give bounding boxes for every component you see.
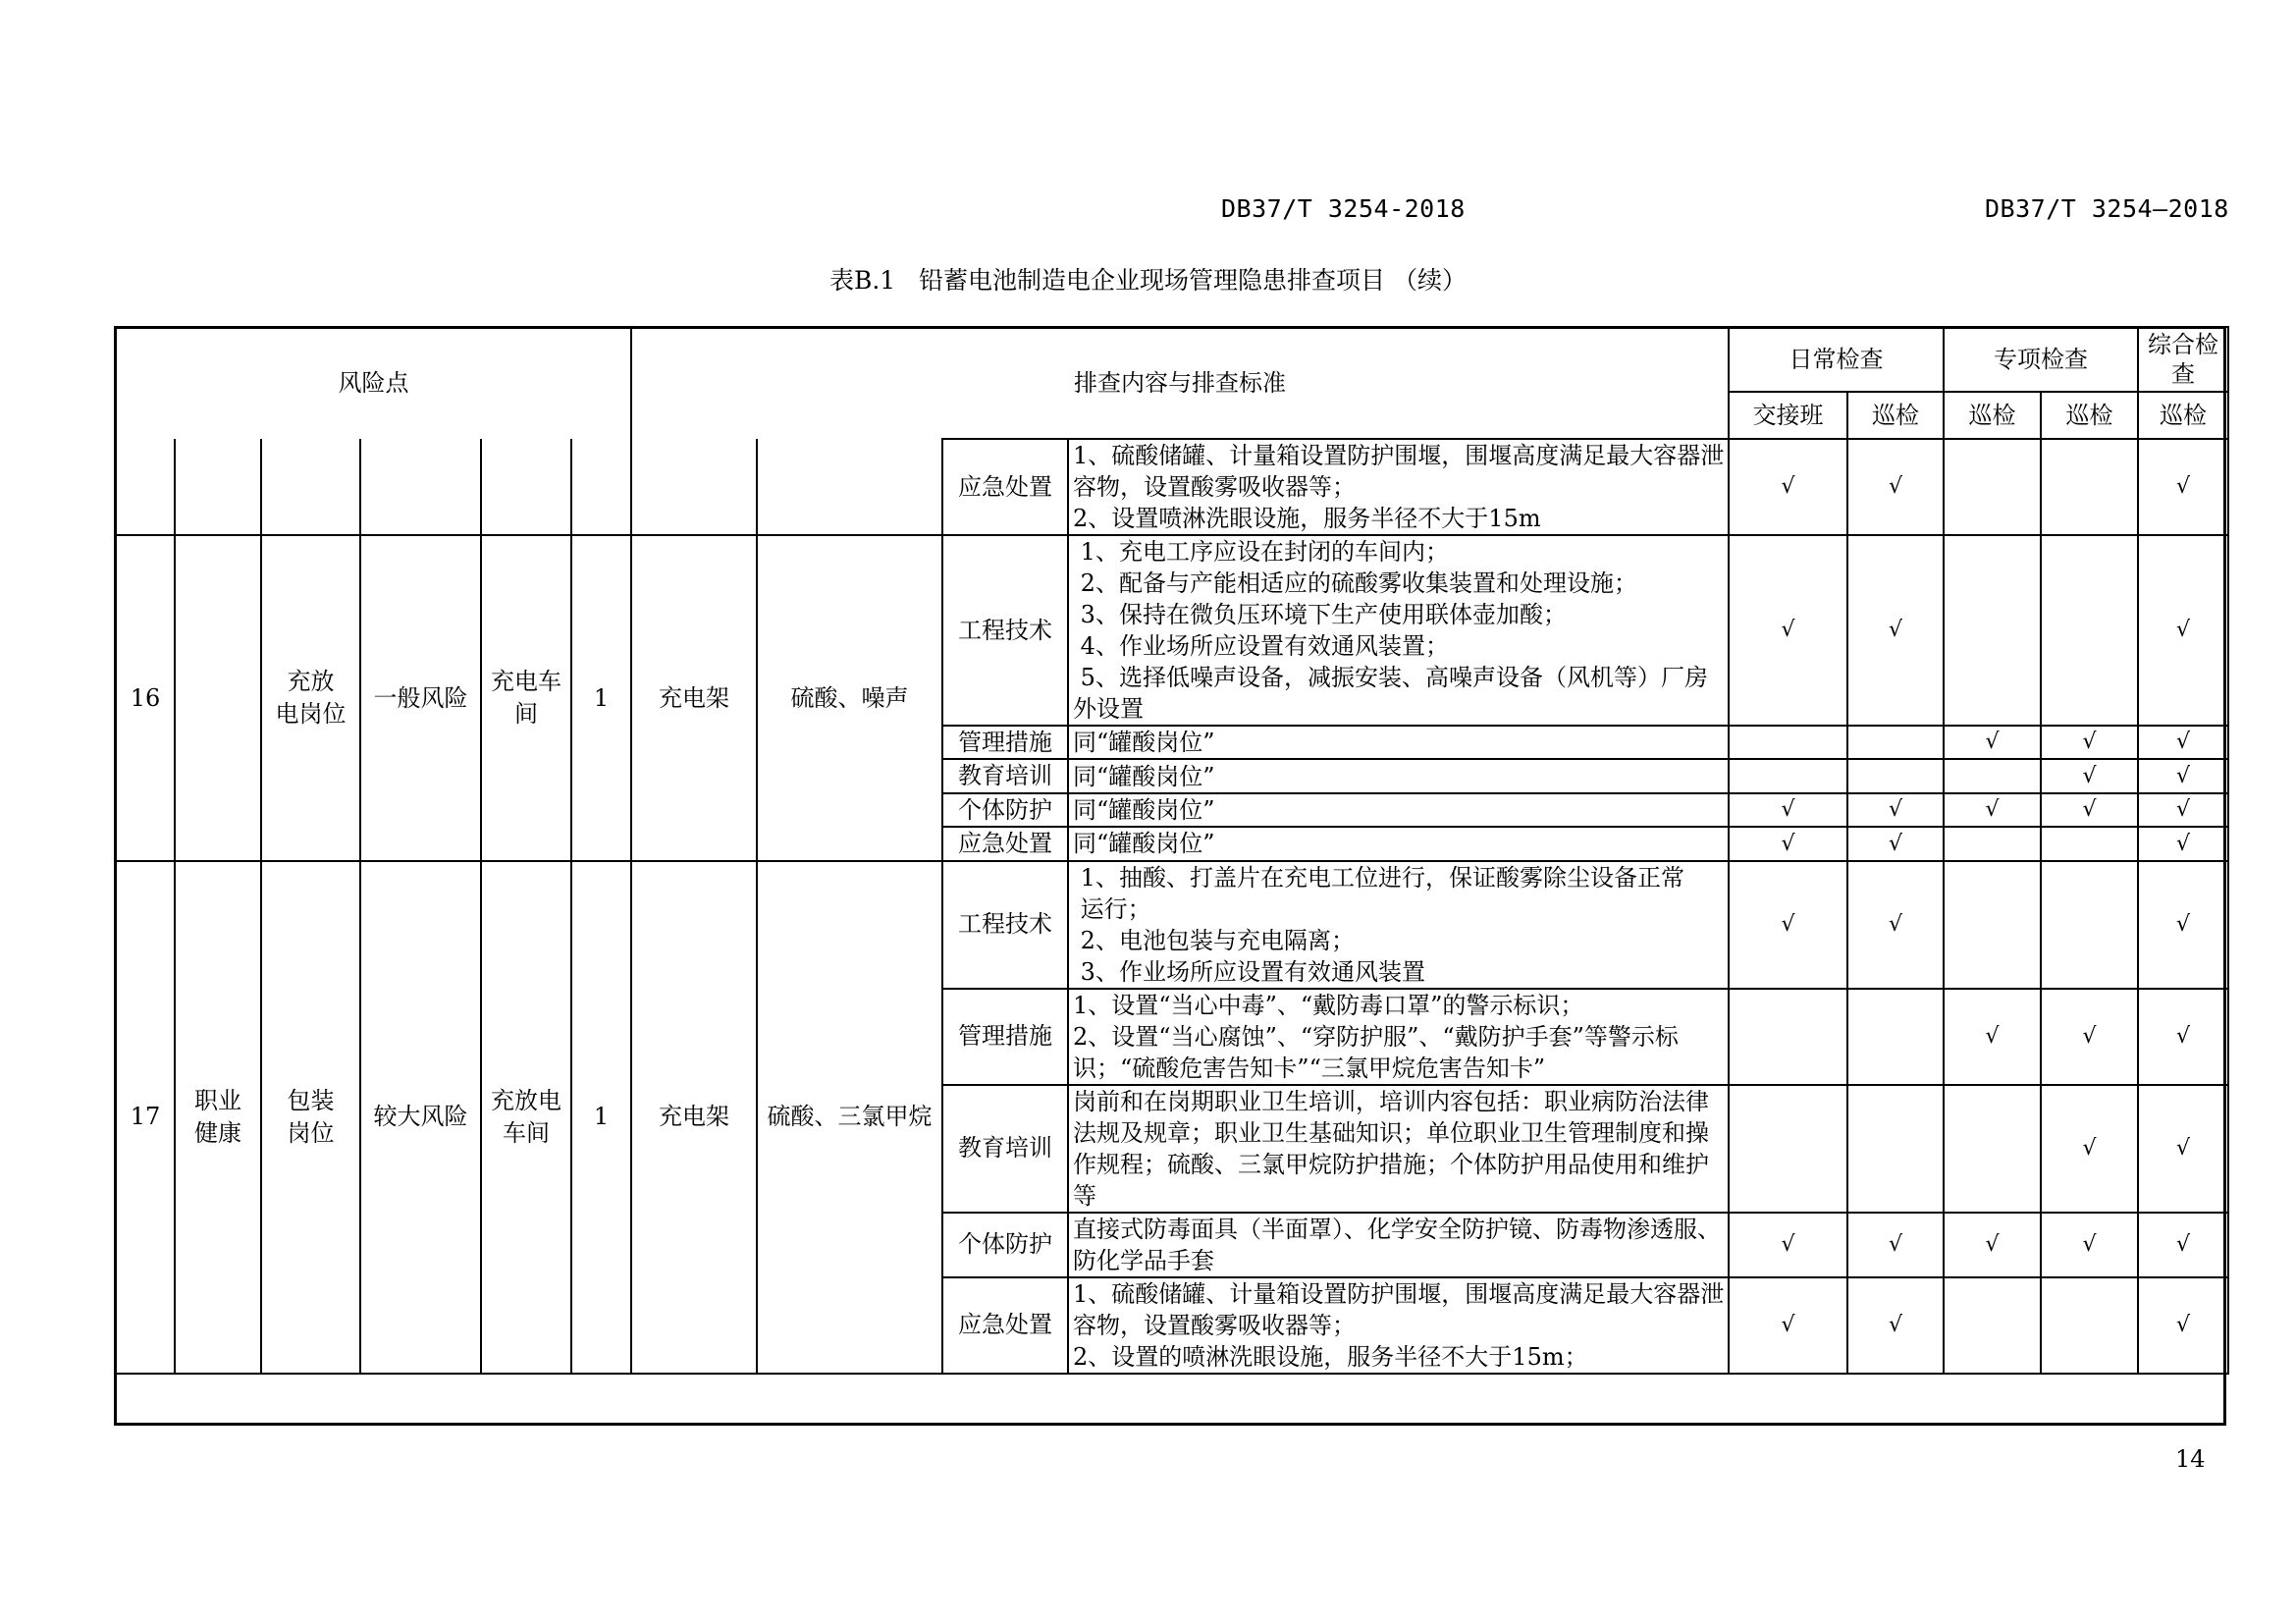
check-mark-cell: √ (1729, 439, 1847, 535)
check-mark-cell: √ (1944, 793, 2041, 827)
check-mark-cell (2041, 439, 2138, 535)
check-mark-cell: √ (2138, 759, 2228, 792)
check-category: 管理措施 (942, 989, 1068, 1085)
hazard-factor: 硫酸、三氯甲烷 (757, 861, 942, 1374)
risk-level: 较大风险 (360, 861, 481, 1374)
empty-cell (481, 439, 571, 535)
table-row (116, 861, 2228, 989)
patrol-header: 巡检 (2041, 392, 2138, 439)
shift-handover-header: 交接班 (1729, 392, 1847, 439)
empty-cell (261, 439, 360, 535)
table-title: 铅蓄电池制造电企业现场管理隐患排查项目 (919, 266, 1386, 295)
check-mark-cell (2041, 1277, 2138, 1374)
check-mark-cell (1847, 759, 1944, 792)
check-mark-cell (1729, 726, 1847, 759)
risk-type (175, 535, 261, 861)
workshop-location: 充放电 车间 (481, 861, 571, 1374)
check-mark-cell (2041, 827, 2138, 860)
header-row-1 (116, 327, 2228, 392)
check-mark-cell: √ (2138, 1277, 2228, 1374)
check-category: 工程技术 (942, 535, 1068, 726)
risk-point-header: 风险点 (116, 327, 631, 439)
row-number: 17 (116, 861, 175, 1374)
check-category: 教育培训 (942, 759, 1068, 792)
check-mark-cell (1944, 827, 2041, 860)
check-content: 1、硫酸储罐、计量箱设置防护围堰，围堰高度满足最大容器泄容物，设置酸雾吸收器等； 2、设置的喷淋洗眼设施，服务半径不大于15m； (1068, 1277, 1729, 1374)
check-mark-cell: √ (2041, 1213, 2138, 1277)
check-mark-cell: √ (2041, 1085, 2138, 1213)
check-mark-cell (1847, 989, 1944, 1085)
check-mark-cell (1944, 759, 2041, 792)
content-standard-header: 排查内容与排查标准 (631, 327, 1729, 439)
check-category: 应急处置 (942, 1277, 1068, 1374)
check-category: 个体防护 (942, 1213, 1068, 1277)
check-mark-cell (1847, 726, 1944, 759)
check-mark-cell: √ (1847, 793, 1944, 827)
quantity: 1 (571, 861, 631, 1374)
check-mark-cell: √ (2138, 827, 2228, 860)
daily-check-header: 日常检查 (1729, 327, 1944, 392)
check-mark-cell: √ (1729, 793, 1847, 827)
check-mark-cell (2041, 535, 2138, 726)
check-mark-cell: √ (1847, 1213, 1944, 1277)
check-mark-cell: √ (1847, 535, 1944, 726)
check-content: 同“罐酸岗位” (1068, 759, 1729, 792)
table-row (116, 439, 2228, 535)
patrol-header: 巡检 (1944, 392, 2041, 439)
check-mark-cell: √ (2041, 793, 2138, 827)
check-mark-cell: √ (1944, 1213, 2041, 1277)
patrol-header: 巡检 (2138, 392, 2228, 439)
table-row (116, 535, 2228, 726)
check-mark-cell: √ (1729, 861, 1847, 989)
check-content: 1、硫酸储罐、计量箱设置防护围堰，围堰高度满足最大容器泄容物，设置酸雾吸收器等； 2、设置喷淋洗眼设施，服务半径不大于15m (1068, 439, 1729, 535)
risk-level: 一般风险 (360, 535, 481, 861)
check-mark-cell (1729, 1085, 1847, 1213)
check-category: 个体防护 (942, 793, 1068, 827)
check-content: 岗前和在岗期职业卫生培训，培训内容包括：职业病防治法律法规及规章；职业卫生基础知识；单位职业卫生管理制度和操作规程；硫酸、三氯甲烷防护措施；个体防护用品使用和维护等 (1068, 1085, 1729, 1213)
check-mark-cell: √ (1847, 861, 1944, 989)
check-mark-cell: √ (2041, 726, 2138, 759)
empty-cell (116, 439, 175, 535)
check-mark-cell (1729, 759, 1847, 792)
check-mark-cell: √ (1847, 1277, 1944, 1374)
comprehensive-check-header: 综合检查 (2138, 327, 2228, 392)
check-category: 应急处置 (942, 827, 1068, 860)
empty-cell (360, 439, 481, 535)
check-mark-cell: √ (1729, 827, 1847, 860)
check-mark-cell: √ (2138, 861, 2228, 989)
check-content: 同“罐酸岗位” (1068, 827, 1729, 860)
table-number: 表B.1 (828, 266, 896, 295)
risk-type: 职业 健康 (175, 861, 261, 1374)
check-mark-cell: √ (1729, 1213, 1847, 1277)
check-mark-cell: √ (1847, 439, 1944, 535)
check-content: 直接式防毒面具（半面罩）、化学安全防护镜、防毒物渗透服、防化学品手套 (1068, 1213, 1729, 1277)
check-mark-cell (1944, 439, 2041, 535)
check-mark-cell: √ (2138, 1213, 2228, 1277)
empty-cell (757, 439, 942, 535)
document-code-left: DB37/T 3254-2018 (1221, 194, 1466, 223)
check-content: 同“罐酸岗位” (1068, 793, 1729, 827)
check-mark-cell (1729, 989, 1847, 1085)
check-mark-cell (1944, 535, 2041, 726)
workshop-location: 充电车 间 (481, 535, 571, 861)
page-number: 14 (2175, 1445, 2206, 1473)
check-mark-cell: √ (1729, 535, 1847, 726)
check-category: 教育培训 (942, 1085, 1068, 1213)
work-position: 包装 岗位 (261, 861, 360, 1374)
check-mark-cell: √ (2138, 439, 2228, 535)
inspection-table (115, 326, 2229, 1375)
empty-cell (631, 439, 757, 535)
check-mark-cell (1944, 1085, 2041, 1213)
check-mark-cell (2041, 861, 2138, 989)
check-mark-cell (1944, 861, 2041, 989)
check-mark-cell: √ (2138, 726, 2228, 759)
empty-cell (175, 439, 261, 535)
check-mark-cell: √ (1944, 989, 2041, 1085)
check-category: 管理措施 (942, 726, 1068, 759)
check-content: 同“罐酸岗位” (1068, 726, 1729, 759)
patrol-header: 巡检 (1847, 392, 1944, 439)
hazard-factor: 硫酸、噪声 (757, 535, 942, 861)
check-mark-cell: √ (1847, 827, 1944, 860)
check-mark-cell: √ (2138, 989, 2228, 1085)
check-mark-cell (1944, 1277, 2041, 1374)
check-category: 应急处置 (942, 439, 1068, 535)
document-code-right: DB37/T 3254—2018 (1985, 194, 2229, 223)
special-check-header: 专项检查 (1944, 327, 2138, 392)
quantity: 1 (571, 535, 631, 861)
check-mark-cell: √ (1729, 1277, 1847, 1374)
table-caption (0, 261, 2296, 297)
table-continued-label: （续） (1393, 266, 1468, 295)
check-mark-cell: √ (2138, 1085, 2228, 1213)
check-mark-cell: √ (2041, 989, 2138, 1085)
check-content: 1、充电工序应设在封闭的车间内； 2、配备与产能相适应的硫酸雾收集装置和处理设施； 3、保持在微负压环境下生产使用联体壶加酸； 4、作业场所应设置有效通风装置； 5、选择低噪声设备，减振安装、高噪声设备（风机等）厂房外设置 (1068, 535, 1729, 726)
check-mark-cell: √ (1944, 726, 2041, 759)
check-mark-cell: √ (2041, 759, 2138, 792)
check-mark-cell: √ (2138, 793, 2228, 827)
work-position: 充放 电岗位 (261, 535, 360, 861)
equipment-name: 充电架 (631, 535, 757, 861)
check-mark-cell: √ (2138, 535, 2228, 726)
row-number: 16 (116, 535, 175, 861)
check-mark-cell (1847, 1085, 1944, 1213)
equipment-name: 充电架 (631, 861, 757, 1374)
check-content: 1、设置“当心中毒”、“戴防毒口罩”的警示标识； 2、设置“当心腐蚀”、“穿防护服”、“戴防护手套”等警示标识；“硫酸危害告知卡”“三氯甲烷危害告知卡” (1068, 989, 1729, 1085)
empty-cell (571, 439, 631, 535)
check-content: 1、抽酸、打盖片在充电工位进行，保证酸雾除尘设备正常 运行； 2、电池包装与充电隔离； 3、作业场所应设置有效通风装置 (1068, 861, 1729, 989)
check-category: 工程技术 (942, 861, 1068, 989)
